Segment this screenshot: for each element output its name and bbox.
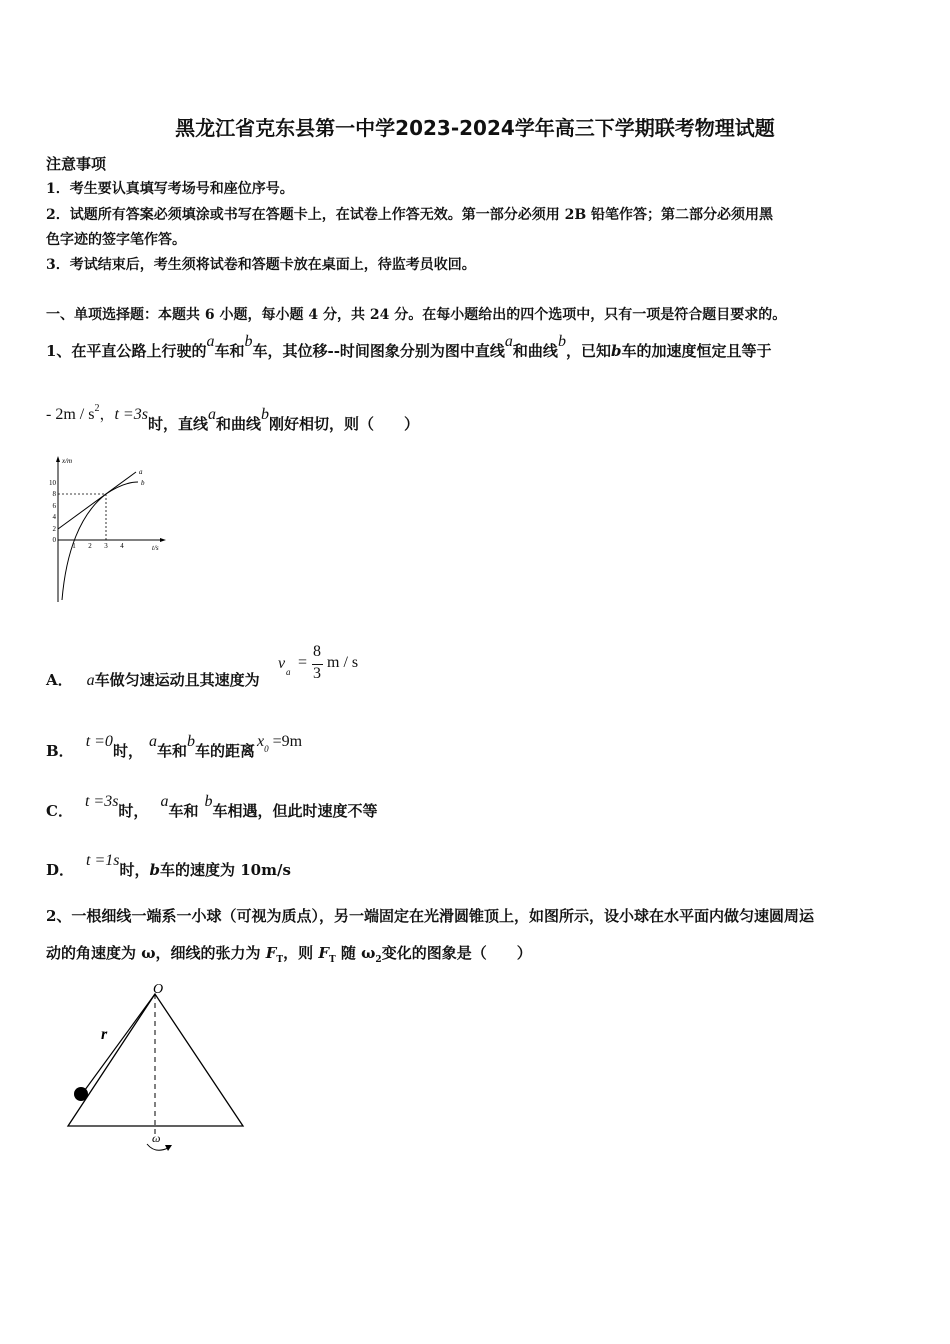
y-axis-arrow: [56, 456, 60, 462]
notice-item-2: 2．试题所有答案必须填涂或书写在答题卡上，在试卷上作答无效。第一部分必须用 2B 铅笔作答；第二部分必须用黑: [46, 207, 774, 223]
rotation-arrowhead: [165, 1145, 172, 1151]
q1-option-b: B．t =0时，a车和b车的距离$x^0 =9m$: [46, 733, 303, 760]
y-tick-8: 8: [52, 490, 56, 498]
y-axis-label: x/m: [62, 457, 73, 465]
q2-stem-line2: 动的角速度为 ω，细线的张力为 $F_T$，则 $F_T$ 随 $\omega_2$变化的图象是（ ）: [46, 944, 532, 965]
q1-stem-line1: 1、在平直公路上行驶的a车和b车，其位移--时间图象分别为图中直线a和曲线b，已知b车的加速度恒定且等于: [46, 333, 772, 360]
q1-option-c: C．t =3s时，a车和b车相遇，但此时速度不等: [46, 793, 378, 820]
rope: [82, 994, 155, 1094]
notice-heading: 注意事项: [46, 155, 107, 173]
x-tick-4: 4: [120, 542, 124, 550]
q1-stem-line2: - $2m / s^2$，t =3s时，直线a和曲线b刚好相切，则（ ）: [46, 403, 419, 433]
omega-label: ω: [152, 1131, 161, 1145]
q1-option-d: D．t =1s时，b车的速度为 10m/s: [46, 852, 291, 879]
curve-b-label: b: [141, 479, 145, 487]
q2-cone-figure: [60, 978, 260, 1158]
x-tick-2: 2: [88, 542, 92, 550]
curve-b: [62, 482, 138, 600]
q1-option-a: A． a车做匀速运动且其速度为: [46, 671, 260, 689]
line-a: [58, 472, 136, 529]
y-tick-0: 0: [52, 536, 56, 544]
q2-stem-line1: 2、一根细线一端系一小球（可视为质点），另一端固定在光滑圆锥顶上，如图所示，设小球在水平面内做匀速圆周运: [46, 907, 814, 925]
section-heading: 一、单项选择题：本题共 6 小题，每小题 4 分，共 24 分。在每小题给出的四个选项中，只有一项是符合题目要求的。: [46, 307, 787, 323]
x-axis-label: t/s: [152, 544, 159, 552]
notice-item-3: 3．考试结束后，考生须将试卷和答题卡放在桌面上，待监考员收回。: [46, 257, 476, 273]
q1-xt-graph: [44, 452, 174, 607]
notice-item-2-cont: 色字迹的签字笔作答。: [46, 232, 186, 248]
y-tick-4: 4: [52, 513, 56, 521]
y-tick-6: 6: [52, 502, 56, 510]
y-tick-2: 2: [52, 525, 56, 533]
page-title: 黑龙江省克东县第一中学2023-2024学年高三下学期联考物理试题: [175, 116, 775, 140]
y-tick-10: 10: [49, 479, 56, 487]
x-tick-3: 3: [104, 542, 108, 550]
notice-item-1: 1．考生要认真填写考场号和座位序号。: [46, 181, 294, 197]
apex-label: O: [153, 982, 164, 997]
ball: [74, 1087, 88, 1101]
line-a-label: a: [139, 468, 143, 476]
x-axis-arrow: [160, 538, 166, 542]
x-tick-1: 1: [72, 542, 76, 550]
rope-label: r: [101, 1026, 108, 1043]
